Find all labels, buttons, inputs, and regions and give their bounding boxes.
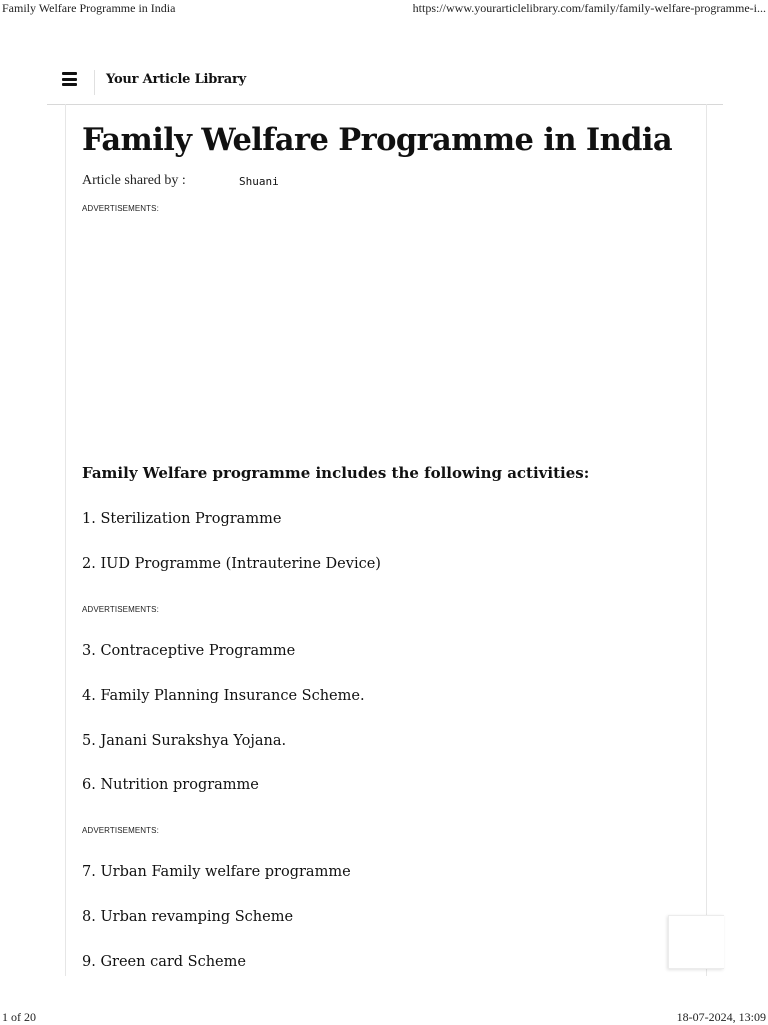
list-item: 2. IUD Programme (Intrauterine Device) bbox=[82, 556, 381, 572]
page-title: Family Welfare Programme in India bbox=[82, 122, 673, 158]
byline-label: Article shared by : bbox=[82, 173, 186, 188]
list-item: 5. Janani Surakshya Yojana. bbox=[82, 733, 287, 749]
list-item: 9. Green card Scheme bbox=[82, 954, 246, 970]
list-item: 4. Family Planning Insurance Scheme. bbox=[82, 688, 365, 704]
list-item: 3. Contraceptive Programme bbox=[82, 643, 296, 659]
byline-author: Shuani bbox=[239, 175, 279, 188]
article bbox=[82, 118, 702, 970]
site-title-link[interactable]: Your Article Library bbox=[106, 72, 247, 87]
ad-label: ADVERTISEMENTS: bbox=[82, 204, 159, 213]
print-header-title: Family Welfare Programme in India bbox=[2, 1, 176, 15]
hamburger-icon[interactable] bbox=[62, 72, 77, 86]
recaptcha-badge[interactable] bbox=[668, 915, 724, 969]
list-item: 6. Nutrition programme bbox=[82, 777, 259, 793]
print-header-url: https://www.yourarticlelibrary.com/family/family-welfare-programme-i... bbox=[412, 1, 766, 15]
site-header bbox=[47, 62, 723, 105]
list-item: 7. Urban Family welfare programme bbox=[82, 864, 351, 880]
ad-label: ADVERTISEMENTS: bbox=[82, 605, 159, 614]
list-item: 8. Urban revamping Scheme bbox=[82, 909, 294, 925]
header-divider bbox=[94, 70, 95, 95]
content-frame bbox=[65, 104, 707, 976]
ad-label: ADVERTISEMENTS: bbox=[82, 826, 159, 835]
intro-heading: Family Welfare programme includes the following activities: bbox=[82, 464, 590, 482]
print-footer-page: 1 of 20 bbox=[2, 1010, 36, 1024]
print-footer-datetime: 18-07-2024, 13:09 bbox=[676, 1010, 766, 1024]
list-item: 1. Sterilization Programme bbox=[82, 511, 282, 527]
